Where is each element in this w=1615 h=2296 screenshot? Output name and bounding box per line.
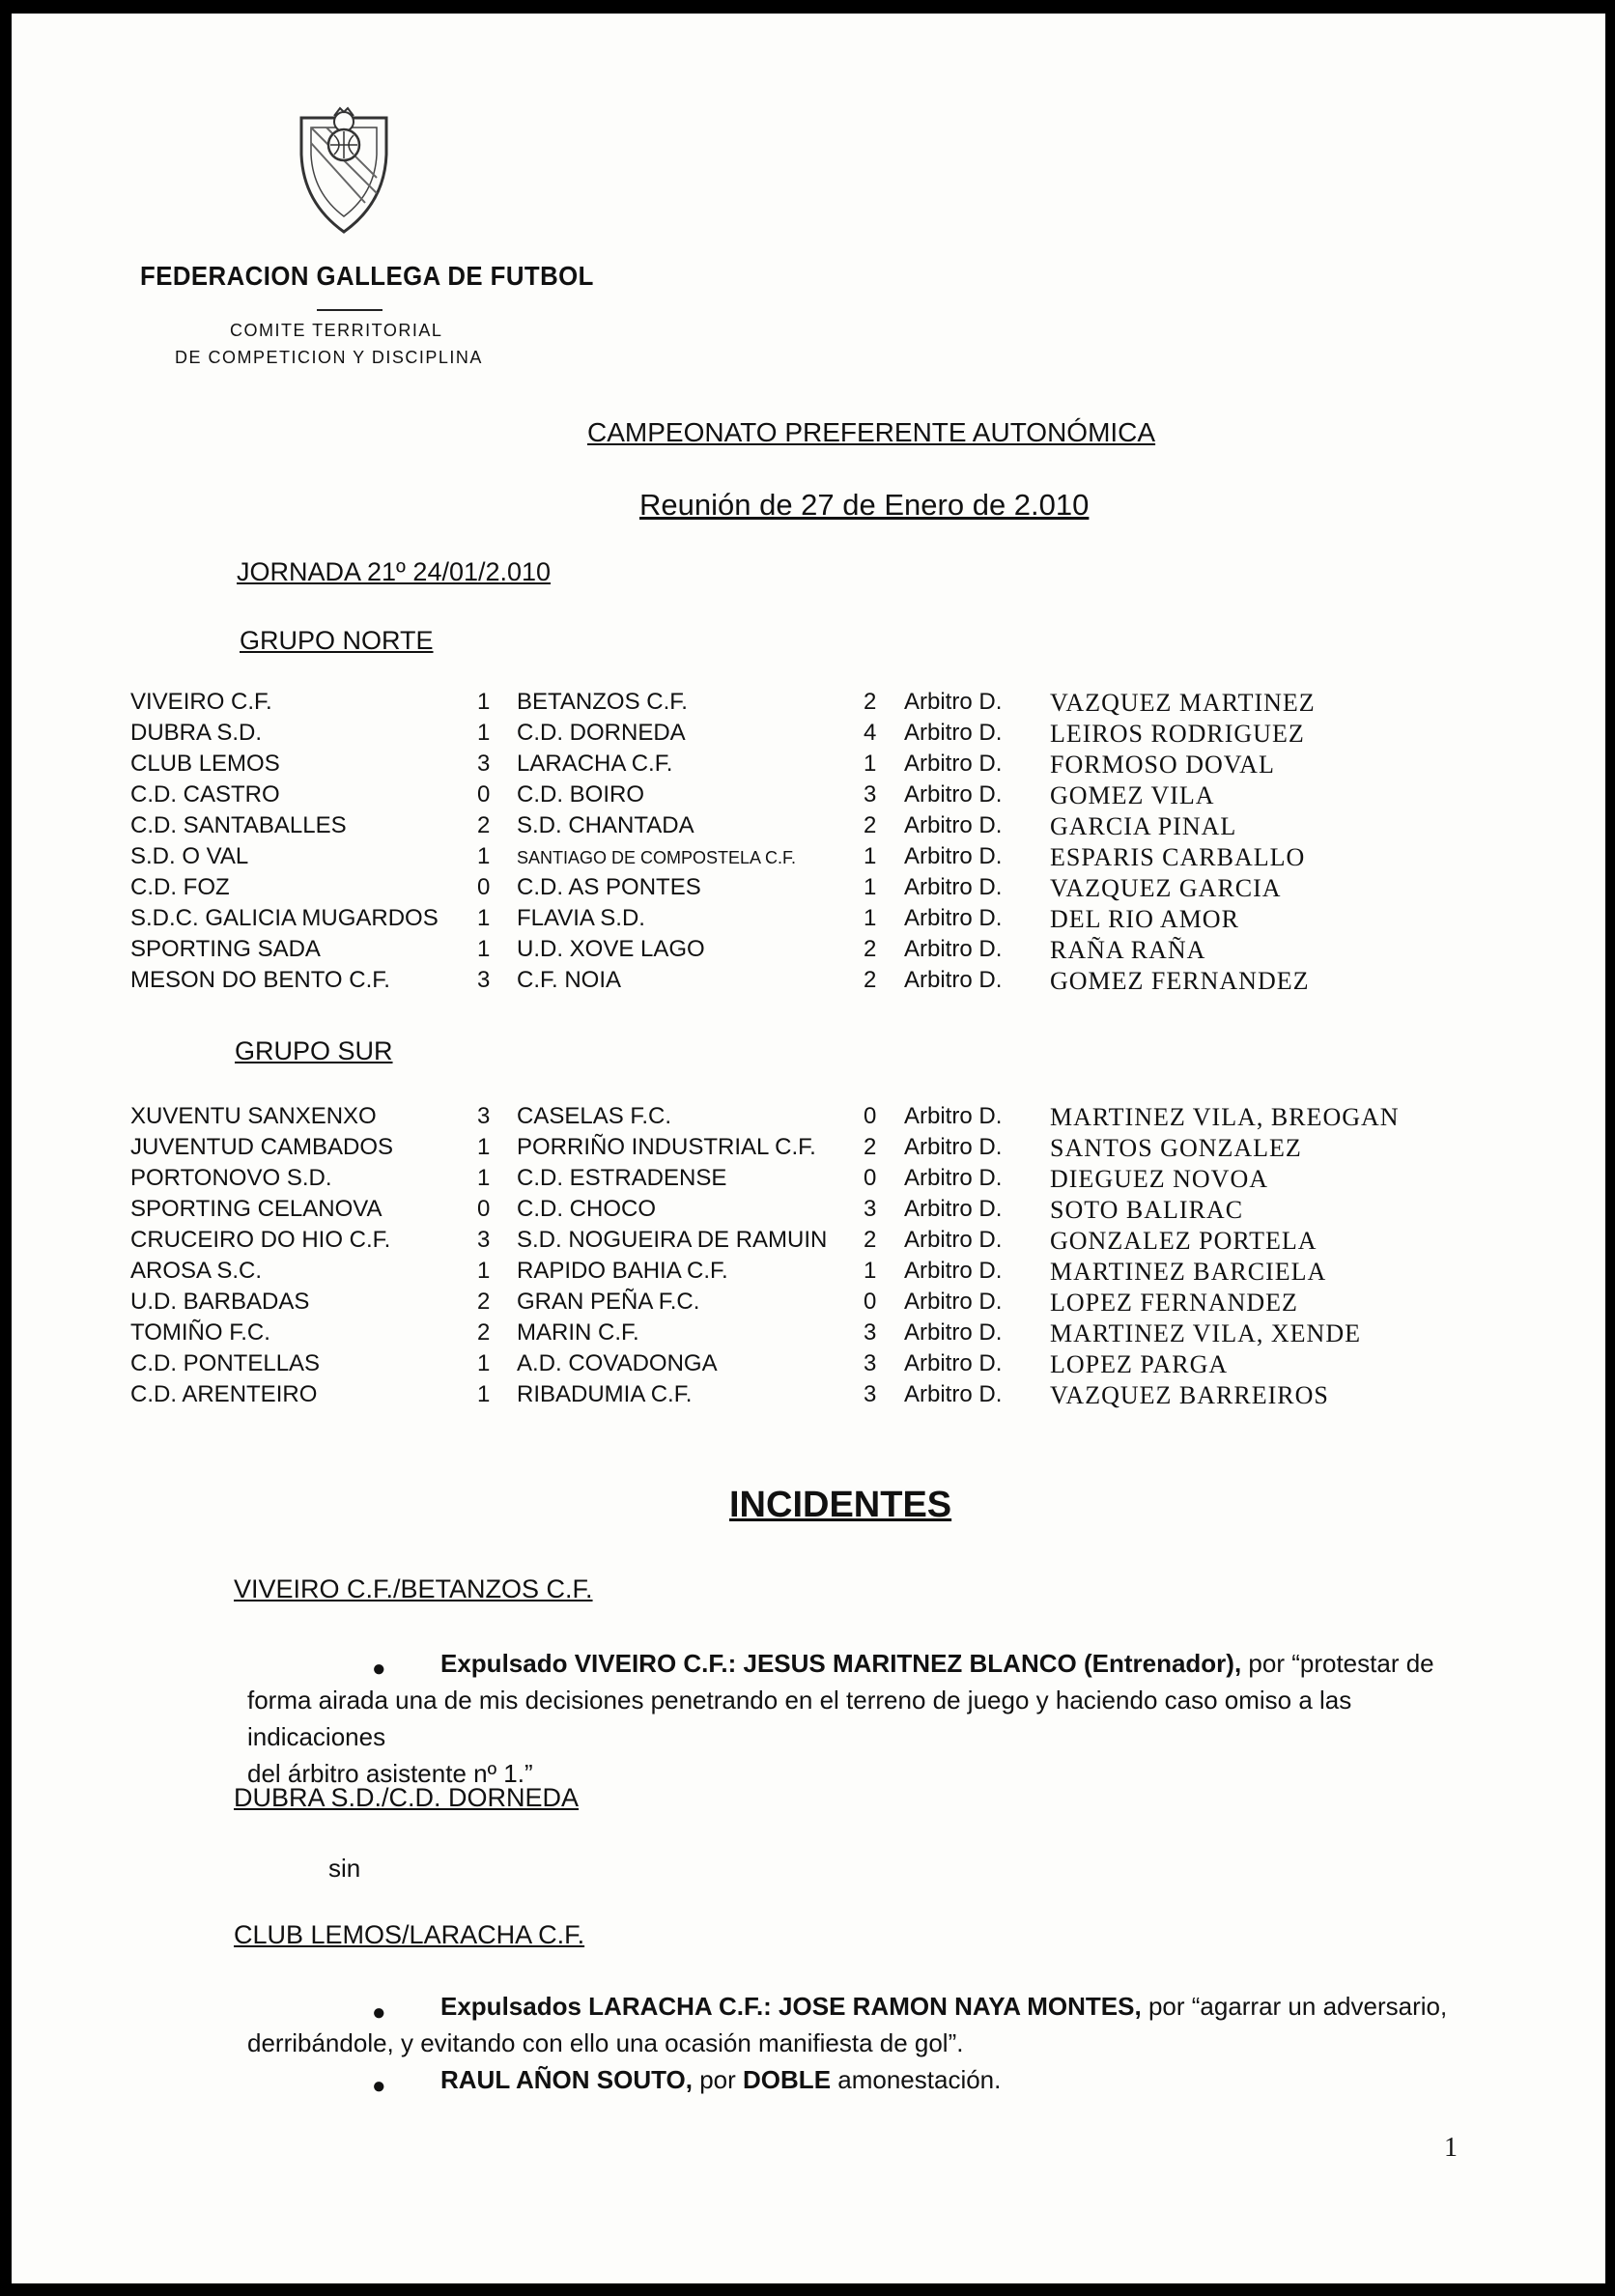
home-team: S.D.C. GALICIA MUGARDOS	[130, 905, 439, 931]
home-score: 1	[477, 1165, 491, 1191]
incident-text: por	[699, 2065, 736, 2094]
away-team: FLAVIA S.D.	[517, 905, 645, 931]
home-score: 1	[477, 1134, 491, 1160]
referee-name: DIEGUEZ NOVOA	[1050, 1165, 1269, 1193]
home-score: 3	[477, 967, 491, 993]
away-score: 2	[864, 967, 877, 993]
home-score: 2	[477, 1289, 491, 1315]
incident-match-title: VIVEIRO C.F./BETANZOS C.F.	[234, 1574, 593, 1603]
referee-name: GOMEZ VILA	[1050, 781, 1215, 809]
away-team: C.F. NOIA	[517, 967, 622, 993]
committee-name-line1: COMITE TERRITORIAL	[230, 321, 443, 340]
away-score: 2	[864, 1134, 877, 1160]
incident-sanction: Expulsado VIVEIRO C.F.: JESUS MARITNEZ BLANCO (Entrenador),	[440, 1649, 1242, 1678]
away-score: 2	[864, 1227, 877, 1253]
home-score: 1	[477, 1258, 491, 1284]
incident-text: por “protestar de	[1248, 1649, 1434, 1678]
championship-title: CAMPEONATO PREFERENTE AUTONÓMICA	[587, 417, 1156, 447]
home-score: 3	[477, 751, 491, 777]
home-score: 0	[477, 874, 491, 900]
away-score: 0	[864, 1289, 877, 1315]
referee-role: Arbitro D.	[904, 1289, 1003, 1315]
group-north-title: GRUPO NORTE	[240, 626, 434, 655]
incident-sanction: DOBLE	[743, 2065, 832, 2094]
away-team: RAPIDO BAHIA C.F.	[517, 1258, 728, 1284]
away-team: GRAN PEÑA F.C.	[517, 1289, 700, 1315]
referee-name: ESPARIS CARBALLO	[1050, 843, 1306, 871]
away-team: S.D. CHANTADA	[517, 812, 694, 838]
away-score: 2	[864, 689, 877, 715]
home-team: XUVENTU SANXENXO	[130, 1103, 377, 1129]
away-team: C.D. DORNEDA	[517, 720, 686, 746]
away-score: 1	[864, 874, 877, 900]
incident-text: por “agarrar un adversario,	[1148, 1992, 1448, 2021]
referee-role: Arbitro D.	[904, 1350, 1003, 1376]
away-score: 0	[864, 1103, 877, 1129]
referee-role: Arbitro D.	[904, 905, 1003, 931]
referee-role: Arbitro D.	[904, 1227, 1003, 1253]
home-team: C.D. SANTABALLES	[130, 812, 347, 838]
away-team: C.D. ESTRADENSE	[517, 1165, 727, 1191]
away-team: BETANZOS C.F.	[517, 689, 688, 715]
away-team: PORRIÑO INDUSTRIAL C.F.	[517, 1134, 816, 1160]
away-score: 1	[864, 1258, 877, 1284]
referee-role: Arbitro D.	[904, 1319, 1003, 1346]
away-score: 3	[864, 1350, 877, 1376]
home-score: 1	[477, 843, 491, 869]
referee-role: Arbitro D.	[904, 1134, 1003, 1160]
home-score: 0	[477, 781, 491, 808]
home-score: 3	[477, 1227, 491, 1253]
referee-name: GOMEZ FERNANDEZ	[1050, 967, 1310, 995]
incident-paragraph	[247, 1988, 1459, 2061]
referee-name: SOTO BALIRAC	[1050, 1196, 1244, 1224]
away-team: SANTIAGO DE COMPOSTELA C.F.	[517, 848, 797, 867]
away-score: 3	[864, 1196, 877, 1222]
referee-name: GONZALEZ PORTELA	[1050, 1227, 1318, 1255]
referee-role: Arbitro D.	[904, 1165, 1003, 1191]
incident-sanction: Expulsados LARACHA C.F.: JOSE RAMON NAYA MONTES,	[440, 1992, 1142, 2021]
away-score: 3	[864, 1381, 877, 1407]
home-score: 2	[477, 1319, 491, 1346]
away-score: 3	[864, 781, 877, 808]
home-score: 1	[477, 720, 491, 746]
home-team: DUBRA S.D.	[130, 720, 263, 746]
home-team: C.D. CASTRO	[130, 781, 280, 808]
referee-role: Arbitro D.	[904, 720, 1003, 746]
referee-role: Arbitro D.	[904, 967, 1003, 993]
referee-name: MARTINEZ VILA, XENDE	[1050, 1319, 1361, 1347]
referee-name: SANTOS GONZALEZ	[1050, 1134, 1302, 1162]
home-team: PORTONOVO S.D.	[130, 1165, 332, 1191]
referee-name: DEL RIO AMOR	[1050, 905, 1239, 933]
matchday-heading: JORNADA 21º 24/01/2.010	[237, 557, 552, 586]
bullet-point: ●	[372, 2073, 386, 2099]
home-team: CRUCEIRO DO HIO C.F.	[130, 1227, 391, 1253]
away-team: S.D. NOGUEIRA DE RAMUIN	[517, 1227, 828, 1253]
home-team: JUVENTUD CAMBADOS	[130, 1134, 394, 1160]
home-score: 1	[477, 905, 491, 931]
incident-text: forma airada una de mis decisiones penetrando en el terreno de juego y haciendo caso omiso a las indicaciones	[247, 1686, 1352, 1751]
away-score: 1	[864, 905, 877, 931]
incident-paragraph	[247, 1645, 1459, 1792]
away-team: CASELAS F.C.	[517, 1103, 672, 1129]
referee-role: Arbitro D.	[904, 936, 1003, 962]
referee-name: GARCIA PINAL	[1050, 812, 1237, 840]
referee-role: Arbitro D.	[904, 781, 1003, 808]
home-team: AROSA S.C.	[130, 1258, 263, 1284]
incident-none-text: sin	[328, 1854, 361, 1883]
away-team: U.D. XOVE LAGO	[517, 936, 705, 962]
referee-name: RAÑA RAÑA	[1050, 936, 1206, 964]
away-team: A.D. COVADONGA	[517, 1350, 718, 1376]
incident-text: del árbitro asistente nº 1.”	[247, 1759, 533, 1788]
referee-role: Arbitro D.	[904, 1381, 1003, 1407]
away-team: C.D. CHOCO	[517, 1196, 656, 1222]
home-team: C.D. PONTELLAS	[130, 1350, 321, 1376]
bullet-point: ●	[372, 1999, 386, 2026]
referee-role: Arbitro D.	[904, 1196, 1003, 1222]
home-score: 2	[477, 812, 491, 838]
referee-name: VAZQUEZ GARCIA	[1050, 874, 1282, 902]
away-score: 2	[864, 936, 877, 962]
home-score: 0	[477, 1196, 491, 1222]
committee-name-line2: DE COMPETICION Y DISCIPLINA	[175, 348, 483, 367]
incident-match-title: DUBRA S.D./C.D. DORNEDA	[234, 1783, 580, 1812]
home-team: VIVEIRO C.F.	[130, 689, 272, 715]
home-score: 1	[477, 1350, 491, 1376]
home-score: 1	[477, 936, 491, 962]
meeting-date: Reunión de 27 de Enero de 2.010	[639, 488, 1090, 522]
referee-name: FORMOSO DOVAL	[1050, 751, 1275, 779]
away-score: 4	[864, 720, 877, 746]
away-team: RIBADUMIA C.F.	[517, 1381, 693, 1407]
federation-crest-logo	[298, 97, 390, 238]
incident-sanction: RAUL AÑON SOUTO,	[440, 2065, 693, 2094]
referee-name: MARTINEZ VILA, BREOGAN	[1050, 1103, 1400, 1131]
incident-match-title: CLUB LEMOS/LARACHA C.F.	[234, 1920, 585, 1949]
incident-paragraph	[247, 2061, 1459, 2098]
bullet-point: ●	[372, 1656, 386, 1682]
referee-role: Arbitro D.	[904, 812, 1003, 838]
referee-name: VAZQUEZ MARTINEZ	[1050, 689, 1316, 717]
away-score: 3	[864, 1319, 877, 1346]
group-south-title: GRUPO SUR	[235, 1036, 393, 1065]
incident-text: amonestación.	[837, 2065, 1002, 2094]
referee-role: Arbitro D.	[904, 1103, 1003, 1129]
home-team: U.D. BARBADAS	[130, 1289, 310, 1315]
home-team: SPORTING CELANOVA	[130, 1196, 382, 1222]
away-team: C.D. BOIRO	[517, 781, 645, 808]
incidents-title: INCIDENTES	[729, 1485, 952, 1525]
home-team: S.D. O VAL	[130, 843, 249, 869]
home-score: 1	[477, 1381, 491, 1407]
referee-name: LOPEZ FERNANDEZ	[1050, 1289, 1298, 1317]
home-team: CLUB LEMOS	[130, 751, 280, 777]
away-score: 1	[864, 843, 877, 869]
federation-name: FEDERACION GALLEGA DE FUTBOL	[140, 261, 594, 291]
header-divider	[317, 309, 382, 311]
home-score: 1	[477, 689, 491, 715]
referee-name: LOPEZ PARGA	[1050, 1350, 1229, 1378]
away-score: 2	[864, 812, 877, 838]
away-score: 1	[864, 751, 877, 777]
home-team: SPORTING SADA	[130, 936, 321, 962]
away-team: C.D. AS PONTES	[517, 874, 701, 900]
referee-role: Arbitro D.	[904, 1258, 1003, 1284]
incident-text: derribándole, y evitando con ello una ocasión manifiesta de gol”.	[247, 2028, 964, 2057]
referee-name: LEIROS RODRIGUEZ	[1050, 720, 1305, 748]
referee-role: Arbitro D.	[904, 874, 1003, 900]
referee-name: MARTINEZ BARCIELA	[1050, 1258, 1327, 1286]
home-score: 3	[477, 1103, 491, 1129]
away-team: MARIN C.F.	[517, 1319, 639, 1346]
away-score: 0	[864, 1165, 877, 1191]
referee-role: Arbitro D.	[904, 843, 1003, 869]
away-team: LARACHA C.F.	[517, 751, 673, 777]
page-number: 1	[1444, 2133, 1458, 2163]
referee-name: VAZQUEZ BARREIROS	[1050, 1381, 1329, 1409]
home-team: MESON DO BENTO C.F.	[130, 967, 390, 993]
home-team: TOMIÑO F.C.	[130, 1319, 270, 1346]
referee-role: Arbitro D.	[904, 689, 1003, 715]
home-team: C.D. FOZ	[130, 874, 230, 900]
home-team: C.D. ARENTEIRO	[130, 1381, 318, 1407]
referee-role: Arbitro D.	[904, 751, 1003, 777]
